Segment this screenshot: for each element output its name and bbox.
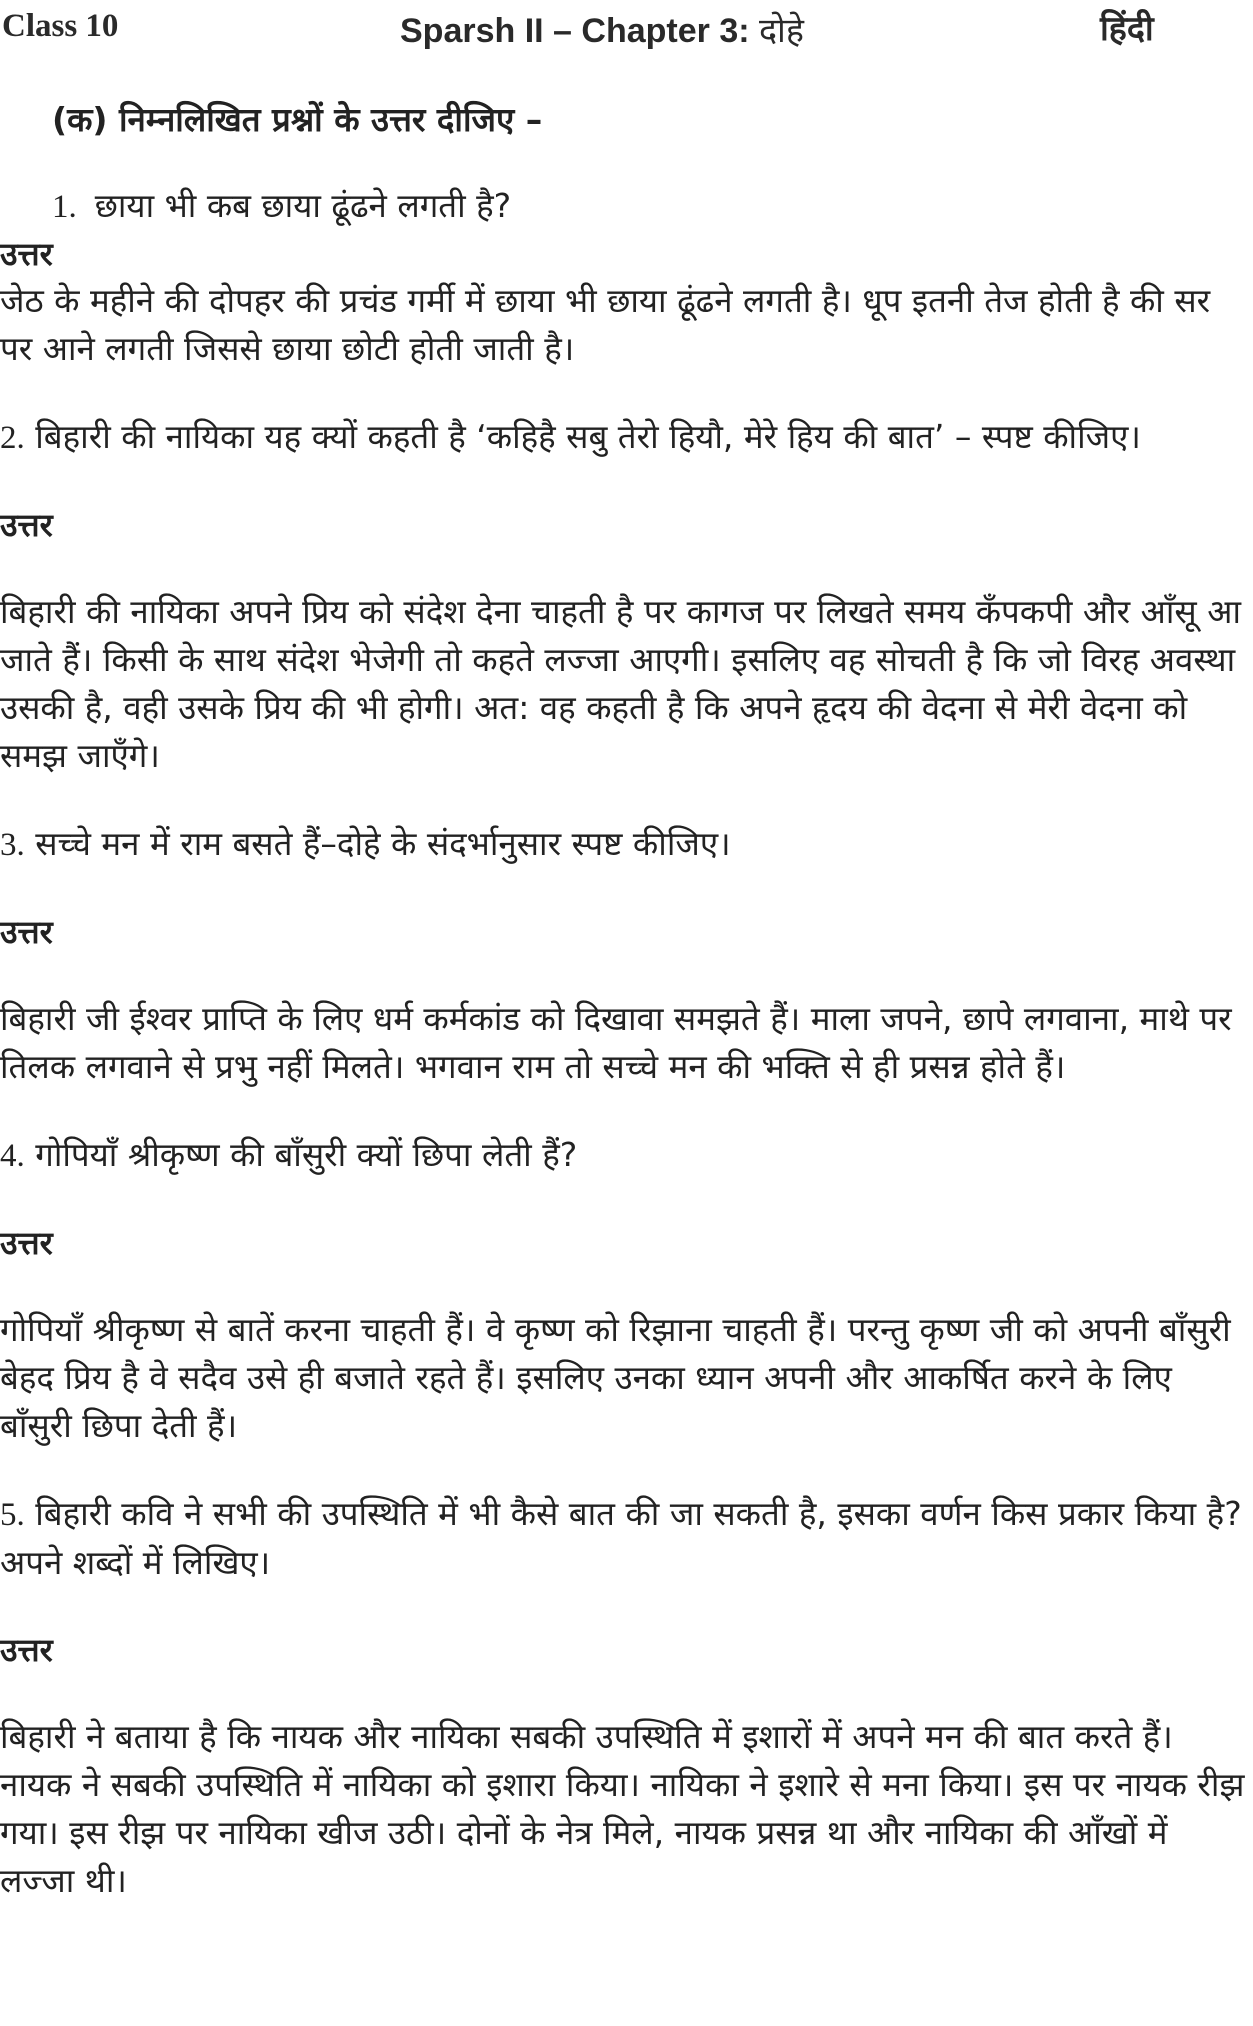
answer-2: बिहारी की नायिका अपने प्रिय को संदेश देना चाहती है पर कागज पर लिखते समय कँपकपी और आँसू आ जाते हैं। किसी के साथ संदेश भेजेगी तो कहते लज्जा आएगी। इसलिए वह सोचती है कि जो विरह अवस्था उसकी है, वही उसके प्रिय की भी होगी। अत: वह कहती है कि अपने हृदय की वेदना से मेरी वेदना को समझ जाएँगे। — [0, 592, 1241, 775]
question-3 — [0, 820, 1250, 869]
question-text: छाया भी कब छाया ढूंढने लगती है? — [94, 186, 512, 225]
question-number: 1. — [52, 189, 77, 225]
answer-5: बिहारी ने बताया है कि नायक और नायिका सबकी उपस्थिति में इशारों में अपने मन की बात करते हैं। नायक ने सबकी उपस्थिति में नायिका को इशारा किया। नायिका ने इशारे से मना किया। इस पर नायक रीझ गया। इस रीझ पर नायिका खीज उठी। दोनों के नेत्र मिले, नायक प्रसन्न था और नायिका की आँखों में लज्जा थी। — [0, 1717, 1245, 1900]
question-number: 3. — [0, 827, 25, 863]
chapter-title — [400, 6, 804, 52]
chapter-prefix: Sparsh II – Chapter 3: — [400, 12, 759, 50]
answer-1: जेठ के महीने की दोपहर की प्रचंड गर्मी में छाया भी छाया ढूंढने लगती है। धूप इतनी तेज होती है की सर पर आने लगती जिससे छाया छोटी होती जाती है। — [0, 281, 1211, 368]
question-number: 2. — [0, 420, 25, 456]
question-4 — [0, 1131, 1250, 1180]
question-number: 5. — [0, 1497, 25, 1533]
question-text: सच्चे मन में राम बसते हैं–दोहे के संदर्भानुसार स्पष्ट कीजिए। — [24, 824, 731, 863]
question-number: 4. — [0, 1138, 25, 1174]
question-2 — [0, 413, 1250, 462]
answer-label: उत्तर — [0, 235, 53, 273]
page-header — [0, 0, 1253, 56]
section-heading: (क) निम्नलिखित प्रश्नों के उत्तर दीजिए – — [52, 100, 543, 139]
answer-label: उत्तर — [0, 1224, 53, 1262]
subject-label: हिंदी — [1100, 9, 1154, 49]
question-5 — [0, 1490, 1250, 1587]
answer-label: उत्तर — [0, 1631, 53, 1669]
question-1 — [52, 182, 1250, 231]
question-text: बिहारी कवि ने सभी की उपस्थिति में भी कैसे बात की जा सकती है, इसका वर्णन किस प्रकार किया है? अपने शब्दों में लिखिए। — [0, 1494, 1242, 1582]
answer-4: गोपियाँ श्रीकृष्ण से बातें करना चाहती हैं। वे कृष्ण को रिझाना चाहती हैं। परन्तु कृष्ण जी को अपनी बाँसुरी बेहद प्रिय है वे सदैव उसे ही बजाते रहते हैं। इसलिए उनका ध्यान अपनी और आकर्षित करने के लिए बाँसुरी छिपा देती हैं। — [0, 1310, 1231, 1445]
document-body — [0, 96, 1250, 1905]
answer-label: उत्तर — [0, 506, 53, 544]
question-text: बिहारी की नायिका यह क्यों कहती है ‘कहिहै सबु तेरो हियौ, मेरे हिय की बात’ – स्पष्ट कीजिए। — [24, 417, 1141, 456]
answer-3: बिहारी जी ईश्वर प्राप्ति के लिए धर्म कर्मकांड को दिखावा समझते हैं। माला जपने, छापे लगवाना, माथे पर तिलक लगवाने से प्रभु नहीं मिलते। भगवान राम तो सच्चे मन की भक्ति से ही प्रसन्न होते हैं। — [0, 999, 1232, 1086]
answer-label: उत्तर — [0, 913, 53, 951]
chapter-hindi-title: दोहे — [759, 11, 804, 51]
class-label: Class 10 — [2, 8, 119, 44]
question-text: गोपियाँ श्रीकृष्ण की बाँसुरी क्यों छिपा लेती हैं? — [24, 1135, 578, 1174]
